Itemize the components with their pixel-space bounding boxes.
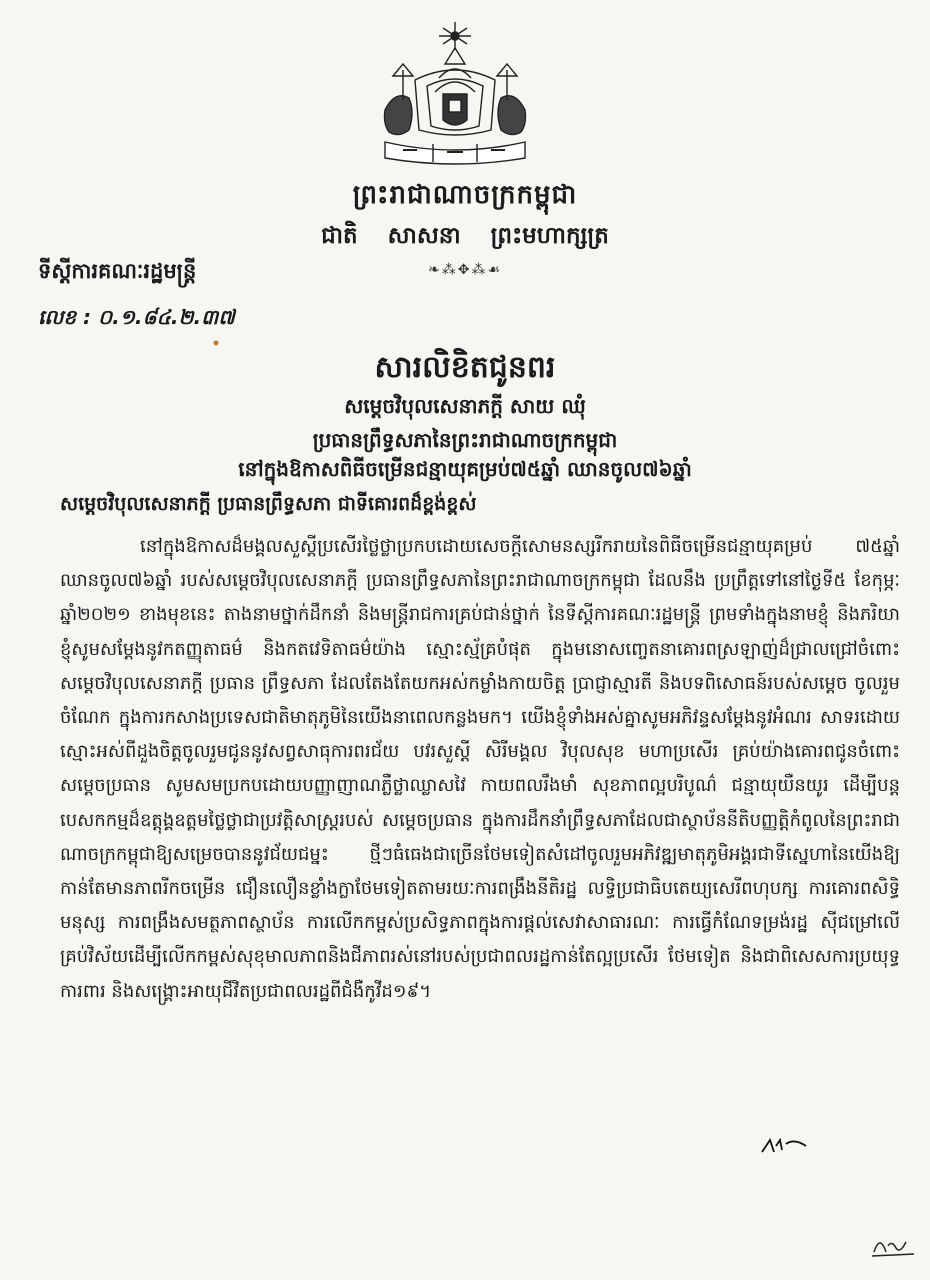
occasion-line: នៅក្នុងឱកាសពិធីចម្រើនជន្មាយុគម្រប់៧៥ឆ្នាំ ឈានចូល៧៦ឆ្នាំ (238, 457, 692, 481)
ornament-divider: ❧⁂✥⁂☙ (427, 262, 502, 278)
signature-mark-icon (760, 1136, 810, 1156)
issuing-office: ទីស្ដីការគណៈរដ្ឋមន្ត្រី (38, 259, 197, 283)
national-motto: ជាតិ សាសនា ព្រះមហាក្សត្រ (321, 223, 609, 249)
royal-coat-of-arms-icon (375, 20, 535, 170)
reference-number: លេខ : ០.១.៨៤.២.៣៧ (38, 305, 235, 329)
salutation: សម្ដេចវិបុលសេនាភក្ដី ប្រធានព្រឹទ្ធសភា ជាទីគោរពដ៏ខ្ពង់ខ្ពស់ (60, 493, 477, 515)
recipient-title: ប្រធានព្រឹទ្ធសភានៃព្រះរាជាណាចក្រកម្ពុជា (312, 428, 618, 452)
kingdom-name: ព្រះរាជាណាចក្រកម្ពុជា (352, 180, 578, 210)
ink-dot (213, 340, 219, 346)
document-title: សារលិខិតជូនពរ (374, 350, 556, 385)
recipient-name: សម្ដេចវិបុលសេនាភក្ដី សាយ ឈុំ (344, 394, 586, 418)
letter-body: នៅក្នុងឱកាសដ៏មង្គលសួស្ដីប្រសើរថ្លៃថ្លាប្រកបដោយសេចក្ដីសោមនស្សរីករាយនៃពិធីចម្រើនជន្មាយុគម្រប់ ៧៥ឆ្នាំ ឈានចូល៧៦ឆ្នាំ របស់សម្ដេចវិបុលសេនាភក្ដី ប្រធានព្រឹទ្ធសភានៃព្រះរាជាណាចក្រកម្ពុជា ដែលនឹង ប្រព្រឹត្តទៅនៅថ្ងៃទី៥ ខែកុម្ភៈ ឆ្នាំ២០២១ ខាងមុខនេះ តាងនាមថ្នាក់ដឹកនាំ និងមន្ត្រីរាជការគ្រប់ជាន់ថ្នាក់ នៃទីស្ដីការគណៈរដ្ឋមន្ត្រី ព្រមទាំងក្នុងនាមខ្ញុំ និងភរិយា ខ្ញុំសូមសម្ដែងនូវកតញ្ញុតាធម៌ និងកតវេទិតាធម៌យ៉ាង ស្មោះស្ម័គ្របំផុត ក្នុងមនោសញ្ចេតនាគោរពស្រឡាញ់ដ៏ជ្រាលជ្រៅចំពោះ សម្ដេចវិបុលសេនាភក្ដី ប្រធាន ព្រឹទ្ធសភា ដែលតែងតែយកអស់កម្លាំងកាយចិត្ត ប្រាជ្ញាស្មារតី និងបទពិសោធន៍របស់សម្ដេច ចូលរួមចំណែក ក្នុងការកសាងប្រទេសជាតិមាតុភូមិនៃយើងនាពេលកន្លងមក។ យើងខ្ញុំទាំងអស់គ្នាសូមអភិវន្ទសម្ដែងនូវអំណរ សាទរដោយស្មោះអស់ពីដួងចិត្តចូលរួមជូននូវសព្វសាធុការពរជ័យ បវរសួស្ដី សិរីមង្គល វិបុលសុខ មហាប្រសើរ គ្រប់យ៉ាងគោរពជូនចំពោះ សម្ដេចប្រធាន សូមសមប្រកបដោយបញ្ញាញាណភ្លឺថ្លាឈ្លាសវៃ កាយពលរឹងមាំ សុខភាពល្អបរិបូណ៌ ជន្មាយុយឺនយូរ ដើម្បីបន្តបេសកកម្មដ៏ឧត្ដុង្គឧត្ដមថ្លៃថ្លាជាប្រវត្តិសាស្ត្ររបស់ សម្ដេចប្រធាន ក្នុងការដឹកនាំព្រឹទ្ធសភាដែលជាស្ថាប័ននីតិបញ្ញត្តិកំពូលនៃព្រះរាជាណាចក្រកម្ពុជាឱ្យសម្រេចបាននូវជ័យជម្នះ ថ្មីៗធំធេងជាច្រើនថែមទៀតសំដៅចូលរួមអភិវឌ្ឍមាតុភូមិអង្គរជាទីស្នេហានៃយើងឱ្យកាន់តែមានភាពរីកចម្រើន ជឿនលឿនខ្លាំងក្លាថែមទៀតតាមរយៈការពង្រឹងនីតិរដ្ឋ លទ្ធិប្រជាធិបតេយ្យសេរីពហុបក្ស ការគោរពសិទ្ធិមនុស្ស ការពង្រឹងសមត្ថភាពស្ថាប័ន ការលើកកម្ពស់ប្រសិទ្ធភាពក្នុងការផ្ដល់សេវាសាធារណៈ ការធ្វើកំណែទម្រង់រដ្ឋ ស៊ីជម្រៅលើគ្រប់វិស័យដើម្បីលើកកម្ពស់សុខុមាលភាពនិងជីភាពរស់នៅរបស់ប្រជាពលរដ្ឋកាន់តែល្អប្រសើរ ថែមទៀត និងជាពិសេសការប្រយុទ្ធការពារ និងសង្គ្រោះអាយុជីវិតប្រជាពលរដ្ឋពីជំងឺកូវីដ១៩។ (60, 536, 900, 1002)
initials-mark-icon (870, 1230, 918, 1260)
